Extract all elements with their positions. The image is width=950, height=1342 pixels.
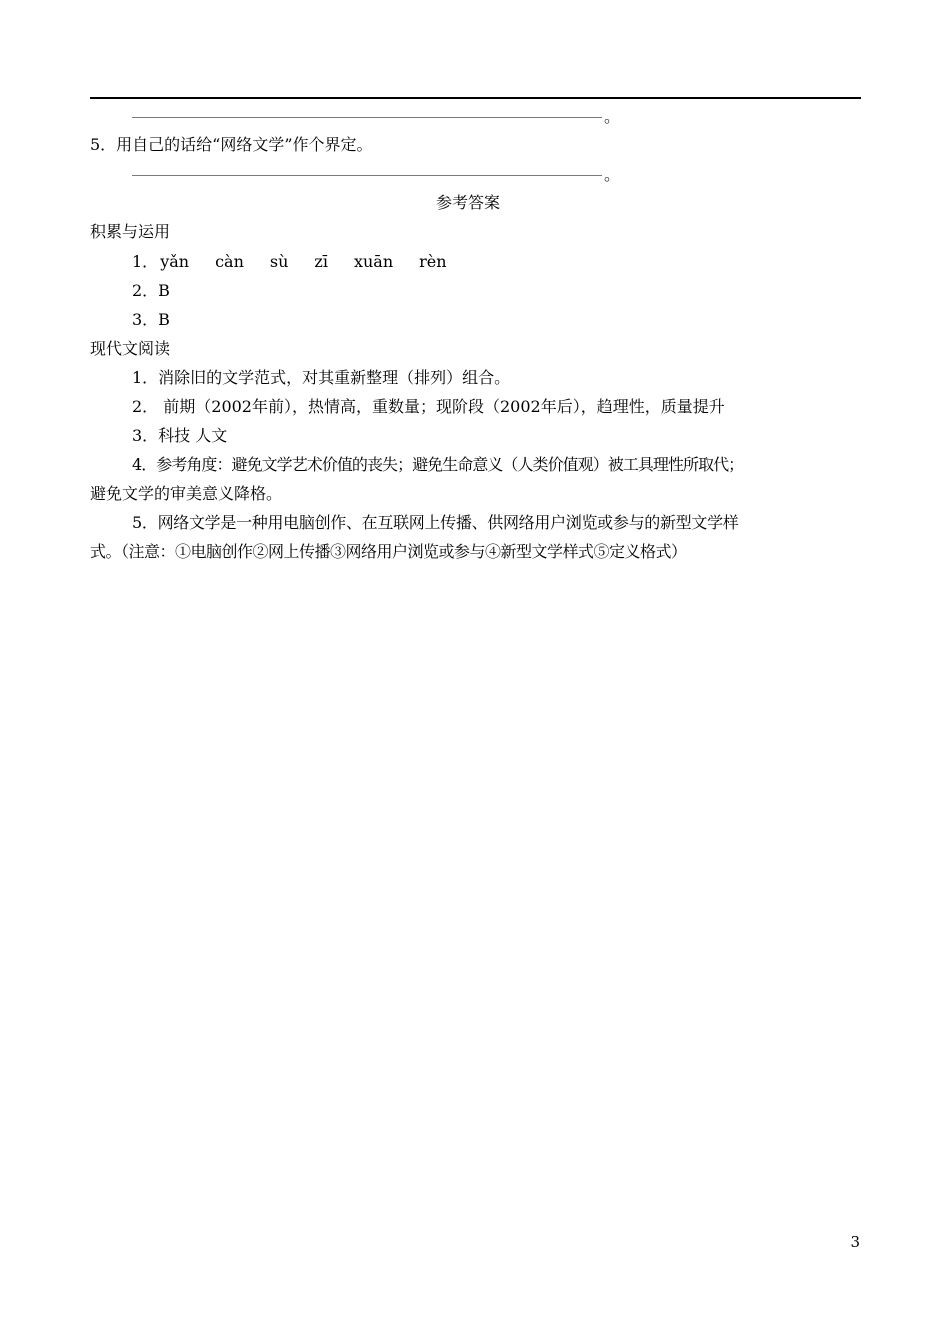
reading-answer-4-line1: 4．参考角度：避免文学艺术价值的丧失；避免生命意义（人类价值观）被工具理性所取代； [132, 455, 744, 474]
answer-blank-line [132, 165, 620, 185]
reading-answer-4-line2: 避免文学的审美意义降格。 [90, 484, 283, 503]
page-number: 3 [850, 1233, 860, 1251]
answer-blank-line [132, 107, 620, 127]
question-5: 5．用自己的话给“网络文学”作个界定。 [90, 135, 373, 154]
reading-answer-5-line1: 5．网络文学是一种用电脑创作、在互联网上传播、供网络用户浏览或参与的新型文学样 [132, 513, 739, 532]
header-rule [90, 97, 861, 99]
blank-end-mark: 。 [604, 165, 621, 184]
reading-answer-5-line2: 式。（注意：①电脑创作②网上传播③网络用户浏览或参与④新型文学样式⑤定义格式） [90, 542, 687, 561]
item-number: 1． [132, 252, 159, 271]
blank-end-mark: 。 [604, 107, 621, 126]
pinyin-word: rèn [419, 252, 447, 271]
reading-answer-3: 3．科技 人文 [132, 426, 228, 445]
answer-item-2: 2．B [132, 281, 170, 300]
reading-answer-1: 1．消除旧的文学范式，对其重新整理（排列）组合。 [132, 368, 511, 387]
pinyin-word: zī [314, 252, 328, 271]
answer-item-pinyin [132, 252, 447, 272]
pinyin-word: xuān [353, 252, 394, 271]
reading-answer-2: 2． 前期（2002年前），热情高，重数量；现阶段（2002年后），趋理性，质量提升 [132, 397, 725, 416]
blank-underline [132, 175, 602, 176]
answers-title: 参考答案 [436, 193, 501, 212]
blank-underline [132, 117, 602, 118]
pinyin-word: sù [269, 252, 289, 271]
pinyin-word: yǎn [160, 252, 190, 271]
section-heading-accumulation: 积累与运用 [90, 222, 171, 241]
answer-item-3: 3．B [132, 310, 170, 329]
section-heading-modern-reading: 现代文阅读 [90, 339, 171, 358]
pinyin-word: càn [215, 252, 244, 271]
